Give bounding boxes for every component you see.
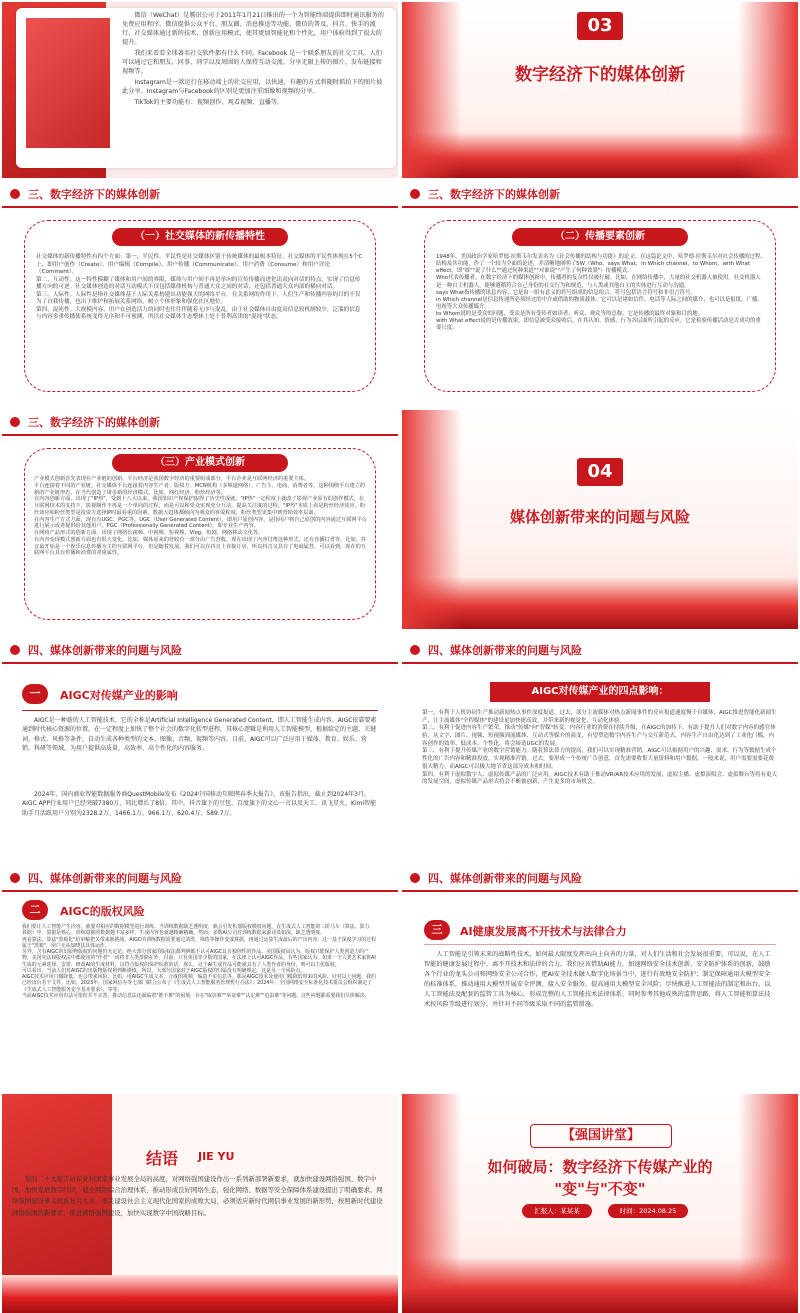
- divider: [22, 710, 378, 711]
- slide-1-card: [16, 8, 396, 168]
- subsection-title: AIGC的版权风险: [60, 905, 145, 918]
- slide-5-text: 产业模式创新首先表现在产业链的创新。平台经济是我国数字经济的重要组成部分，平台企业是互联网经济的重要主体。 平台连接着不同的产业链。社交媒体平台连接着内容生产者、版权方、MCN机构（多频道网络）、广告主、电商、消费者等。这种围绕平台建立的新的产业链形态，在当代创造了诸多新的经济模式。比如，网红经济、粉丝经济等。 在内容创新方面，出现了"IP热"，受到十八大以来，我国知识产权保护取得了历史性成就。"IP热"一定程度上就改了影视产业原有的创作模式，在互联网技术的支持下，影视制作不再是一个单向的过程，而是可以和受众实现充分互动，提高关注度的过程。"IP热"本质上看是粉丝经济效应。粉丝效应和粉丝类型是投资方选择IP时最看重的因素，数据大趋体都倾向为观众的喜爱程度，粉丝类型更集中到营销效率层面。 在内容生产方式方面，现有有UGC、PGC等。UGC（User Generated Content），即用户原创内容，是指用户将自己原创的内容通过互联网平台进行展示或者提供给其他用户。PGC（Professionally Generated Content），即专业生产内容。 在网络产品形式的创新方面，出现了网络长视频、中视频、短视频、Vlog、短剧、网络移动文化等。 在内容变现模式创新方面也有很大变化。比如，媒体原来的营收有一部分由广告营收，现在出现了内容付费这种形式，还有直播打赏等。比如，抖音最开始是一个娱乐信息传播为主的互联网平台，但是随着发展，我们可以在抖音上直接订房，所以抖音又具有了电商属性，可以看到，现在的互联网平台具有传播和消费的双重属性。: [34, 476, 367, 557]
- slide-header: [2, 410, 398, 436]
- conclusion-title: 结语: [146, 1149, 179, 1168]
- slide-header-text: 三、数字经济下的媒体创新: [428, 188, 560, 201]
- header-dot-icon: [410, 645, 420, 655]
- slide-header: [2, 866, 398, 892]
- slide-9-text: 我们要让人工智能产生内容，就要对相应的数据模型进行训练。当训练数据缺乏透明度，就会引发机器版权模权问题。在生成式人工智能的三阶马车（算法、算力、算据）中，算据是核心。训练算据的数据越丰富多样，生成内容也就越精确精确。然而，多数AI公司对训练数据来源讳莫如深，缺乏透明度。 再看算法。算法"黑箱化"给审稿把关带来新挑战。AIGC的训练数据需要通过清洗、筛选等操作变成算据，再通过运算生成最后的产出内容。这一基于深度学习的过程属于"黑箱"，用户无从知晓其具体运作。 另外，含有AIGC的出版物版权的问题仍无定论。绝大部分国家的版权法都判例都不认可AIGC具有独创性的作品。美国版权局认为，版权只能保护人类创造力的产物，美国宪法和版权法中都使用的"作者"一词将非人类排除在外。目前，只有英国等少数的国家，在法律上认可AIGC作品。有些国家认为，如果一个人类艺术家将AI生成的元素选择、安排、修改AI的生成材料，以符合版权的保护标准的话，那么，这个AI生成作品可能就具有了人类作者的身份，则可以主张版权。 可以看出，当前人们对AIGC的出版物版权利判断谨慎，所以，大部分国家对于AIGC版权的归属没有明确规定。这是另一个风险点。 AIGC技术应用门槛降低，也会带来风险。比如，用AIGC生成文本，合成图视频，编造不实信息等，都是AIGC技术及使用门槛降低带来的风险。针对以上问题，我们已经出台若干文件。比如，2023年，国家网信办等七部门联合公布了《生成式人工智能服务管理暂行办法》；2024年，全国网络安全标准化技术委员会组织制定了《生成式人工智能服务安全基本要求》，等等。 当前AIGC技术应用有法可依但并不完善，推动信息法还面临着"推不推"的困境，存在"取证难""举证难""认定难""追责难"等问题。这些问题都需要我们尽快解决。: [22, 924, 376, 999]
- conclusion-text: 党的二十大报告站在党和国家事业发展全局的高度，对网络强国建设作出一系列新部署新要求，就加快建设网络强国、数字中国，加快发展数字经济，健全网络综合治理体系，推动形成良好网络生态，强化网络、数据等安全保障体系建设提出了明确要求。网络强国建设事关民族复兴大业，事关建设社会主义现代化国家的成败大局，必须适应新时代网信事业发展的新形势，按照新时代建设网络强国的新要求，推进网络强国建设，加快实现数字中国战略目标。: [12, 1175, 383, 1217]
- slide-1-paragraph: 微信（WeChat）是腾讯公司于2011年1月21日推出的一个为智能终端提供即时通讯服务的免费应用程序。微信提供公众平台、朋友圈、消息推送等功能。微信的普及，抖音、快手的流行，社交媒体通过新的技术，创新应用模式，使其更加智能化和个性化，用户体验得到了很大的提升。: [122, 12, 384, 46]
- slide-header-text: 四、媒体创新带来的问题与风险: [428, 872, 582, 885]
- lecture-tag: 【强国讲堂】: [530, 1124, 672, 1148]
- cover-title-line-1: 如何破局：数字经济下传媒产业的: [487, 1158, 713, 1176]
- slide-3: [2, 182, 398, 401]
- slide-1-image: [26, 18, 110, 148]
- subsection-title: AIGC对传媒产业的影响: [60, 689, 178, 702]
- slide-7-paragraph: AIGC是一种新的人工智能技术，它的全称是Artificial Intelligence Generated Content，即人工智能生成内容。AIGC依靠要素通到时代核心资源的位置，在一定程度上加快了整个社会的数字化转型进程，其核心逻辑是利用人工智能模型，根据给定的主题、关键词、格式、风格等条件，自动生成各种类型的文本、图像、音频、视频等内容。目前，AIGC可以广泛应用于媒体、教育、娱乐、营销、科研等领域，为用户提供高质量、高效率、高个性化的内容服务。: [22, 717, 377, 752]
- slide-7-paragraph: 2024年，国内商业智能数据服务商QuestMobile发布《2024中国移动互联网春季大报告》。该报告指出，截止到2024年3月，AIGC APP行业用户已经突破7380万，同比增长了8倍。其中，抖音旗下的豆包、百度旗下的文心一言以及天工、讯飞星火、Kimi智能助手月活跃用户分别为2328.2万、1466.1万、966.1万、620.4万、589.7万。: [22, 791, 377, 817]
- section-pill: （三）产业模式创新: [112, 454, 288, 472]
- slide-11: [2, 1094, 398, 1313]
- section-number-badge: 04: [577, 458, 623, 486]
- slide-header: [402, 638, 798, 664]
- slide-7: [2, 638, 398, 857]
- slide-12: [402, 1094, 798, 1313]
- slide-header: [2, 638, 398, 664]
- slide-header: [402, 866, 798, 892]
- header-dot-icon: [410, 873, 420, 883]
- section-banner: AIGC对传媒产业的四点影响：: [490, 682, 710, 702]
- section-pill: （二）传播要素创新: [512, 228, 688, 246]
- subsection-title: AI健康发展离不开技术与法律合力: [460, 925, 627, 938]
- conclusion-title-area: [112, 1094, 398, 1168]
- slide-1-paragraph: 我们来看看全球著名社交软件都有什么不同。Facebook 是一个联系朋友的社交工具。人们可以通过它和朋友、同事、同学以及周围的人保持互动交流，分享无限上传的图片，发布链接和视频等。: [122, 49, 382, 75]
- slide-header-text: 四、媒体创新带来的问题与风险: [428, 644, 582, 657]
- header-dot-icon: [10, 873, 20, 883]
- slide-4-text: 1948年，美国政治学家哈罗德·拉斯韦尔发表名为《社会传播的结构与功能》的论文。在这篇论文中，哈罗德·拉斯韦尔对社会传播的过程、结构及其功能，作了一个较为全面的论述，并清晰地阐明了5W（Who，says What，in Which channel，to Whom，with What effect，即"谁""说了什么""通过何种渠道""对谁说""产生了何种效果"）传播模式。 Who代表传播者。在数字经济下的媒体创新中，传播者的复杂性仅被打破。比如，在网络传播中，大量的社交机器人被使用。社交机器人是一种自主机器人，能够遵循符合自己身份的社交行为和规范，与人类或其他自主的实体进行互动与沟通。 says What指传播的讯息内容，它是由一组有意义的符号组成的信息组合。符号包括语言符号和非语言符号。 in Which channel是信息传递所必须经过的中介或借助的物质载体。它可以是诸如信件、电话等人际之间的媒介，也可以是报纸、广播、电视等大众传播媒介。 to Whom说的是受众的问题，受众是所有受传者如读者、听众、观众等的总称，它是传播的最终对象和目的地。 with What effect说的是传播效果，即信息被受众接收后，在其认知、情感、行为各层面所引起的反应。它是检验传播活动是否成功的重要尺度。: [436, 254, 766, 332]
- slide-3-text: 社交媒体的新传播特性有四个方面：第一，平民性。平民性是社交媒体区别于传统媒体的最根本特征。社交媒体的平民性体现在5个C上，即用户创作（Create）、用户编辑（Compile）、用户传播（Communicate）、用户消费（Consume）和用户评论（Comment）。 第二，互动性。这一特性模糊了媒体和用户间的界限，媒体与用户间不再是单向的宣传传播而进化出双向对话的特点，实现了信息传播方向的可逆。社交媒体创造的对话互动模式不仅包括媒体机构与普通大众之间的对话，还包括普通大众内部的横向对话。 第三，人际性。人际性是指社交媒体基于人际关系构建出功能强大的网络平台。在关系网的作用下，人们生产和传播内容的目的不仅为了自我传播，也出于维护和拓展关系网络，树立个体形象和强化社区地位。 第四，混沌性。大规模内容、用户在创造活力的同时也往往伴随着无序与混乱。由于社会媒体自由度高信息较机制较少，泛滥的信息与内容多重传播使系统变得无序和不可预测，所以社交媒体生态整体上处于普利高津的"混沌"状态。: [36, 254, 363, 321]
- presenter-label: 汇报人：某某某: [522, 1204, 592, 1218]
- section-pill: （一）社交媒体的新传播特性: [112, 228, 288, 246]
- cover-title-line-2: "变"与"不变": [554, 1180, 646, 1198]
- slide-9: [2, 866, 398, 1085]
- slide-2-right-ribbon: [738, 2, 798, 178]
- slide-6: [402, 410, 798, 629]
- subsection-number: 二: [22, 900, 48, 920]
- date-label: 时间：2024.08.25: [608, 1204, 688, 1218]
- slide-6-left-ribbon: [402, 410, 462, 629]
- header-dot-icon: [10, 189, 20, 199]
- slide-1-paragraph: TikTok的主要功能有：视频创作、观看视频、直播等。: [134, 98, 284, 106]
- slide-10-paragraph: 人工智能是引领未来的战略性技术，如何最大限度发挥出向上向善的力量，对人们生活和社会发展很重要。可以说，在人工智能的健康发展过程中，离不开技术和法律的合力。我们应该借助AI能力，加速网络安全技术创新、安全防护体系的创新，鼓励各个行业的龙头公司和网络安全公司合作，把AI安全技术融入数字化场景当中，进行有效地安全防护；制定保障通用大模型安全的标准体系，推动通用大模型开展安全评测、接入安全服务，提高通用大模型安全风险；尽快推进人工智能法的制定和出台，以人工智能法及配套的监管工具为核心，形成完整的人工智能技术法律体系，同时参考其他成熟的监管思路，将人工智能和算法技术按风险等级进行划分，并针对不同等级采取不同的监管措施。: [424, 951, 771, 1008]
- header-dot-icon: [10, 417, 20, 427]
- slide-1-text: [122, 12, 388, 108]
- slide-8-text: 第一，有利于人机协同生产推动新闻热点事件深度报道。过去，部分主流媒体对热点新闻事件的反应报道速度慢于自媒体，AIGC推进智能化新闻生产，让主流媒体"全程媒体"的建设更加快捷高效，并带来新的视觉化、互动化体验。 第二，有利于促进内容生产繁荣，推动"传媒"向"智媒"转变。内容行业的消费在持续升级，在AIGC的加持下，有助于提升人们对数字内容的感官体验，从文字、图片、视频、短视频到流媒体、互动式等媒介的演变，有望塑造数字内容生产与交互新范式，内容生产自由化达到了工业化门槛，内容创作的效率、低成本、个性化，将会缔造UGC的发展。 第三，有利于提升传媒产业的数字营销能力。随着算法算力的提高，我们可以实现精准营销。AIGC可以根据用户的兴趣、需求、行为等数据生成个性化的广告内容和精准投放，实现精准营销。过去，要形成一个传统广告创意，首先需要收集大量资料和用户数据，一般来说，用户需要需要花费很大精力。而AIGC可以极大地节省这部分成本和时间。 第四，有利于虚拟数字人、虚拟传媒产品的广泛应用。AIGC技术有助于推动VR/AR技术应用的发展，虚拟主播、虚拟演唱会、虚拟舞台等将有更大的发展空间，虚拟传媒产品形式将会不断被创新，产生更多的市场机会。: [422, 710, 778, 786]
- slide-1-paragraph: Instagram是一款运行在移动端上的社交应用，以快速、有趣的方式将随时抓拍下的图片彼此分享。Instagram与Facebook的区别是更加注重图像和视频的分享。: [122, 78, 383, 95]
- slide-12-red-wave: [402, 1257, 798, 1313]
- slide-5: [2, 410, 398, 629]
- section-title: 数字经济下的媒体创新: [515, 65, 685, 85]
- slide-header-text: 三、数字经济下的媒体创新: [28, 188, 160, 201]
- subsection-number: 三: [424, 920, 450, 940]
- slide-header-text: 三、数字经济下的媒体创新: [28, 416, 160, 429]
- divider: [424, 944, 776, 945]
- header-dot-icon: [10, 645, 20, 655]
- slide-2-left-ribbon: [402, 2, 462, 178]
- slide-8: [402, 638, 798, 857]
- section-number-badge: 03: [577, 12, 623, 40]
- header-dot-icon: [410, 189, 420, 199]
- slide-header-text: 四、媒体创新带来的问题与风险: [28, 872, 182, 885]
- slide-header: [2, 182, 398, 208]
- slide-header: [402, 182, 798, 208]
- subsection-number: 一: [22, 684, 48, 704]
- slide-10: [402, 866, 798, 1085]
- slide-11-bottom-deco: [2, 1275, 398, 1313]
- conclusion-title-en: JIE YU: [198, 1150, 235, 1163]
- slide-2: [402, 2, 798, 178]
- slide-header-text: 四、媒体创新带来的问题与风险: [28, 644, 182, 657]
- slide-1: [2, 2, 398, 178]
- section-title: 媒体创新带来的问题与风险: [509, 508, 690, 526]
- slide-4: [402, 182, 798, 401]
